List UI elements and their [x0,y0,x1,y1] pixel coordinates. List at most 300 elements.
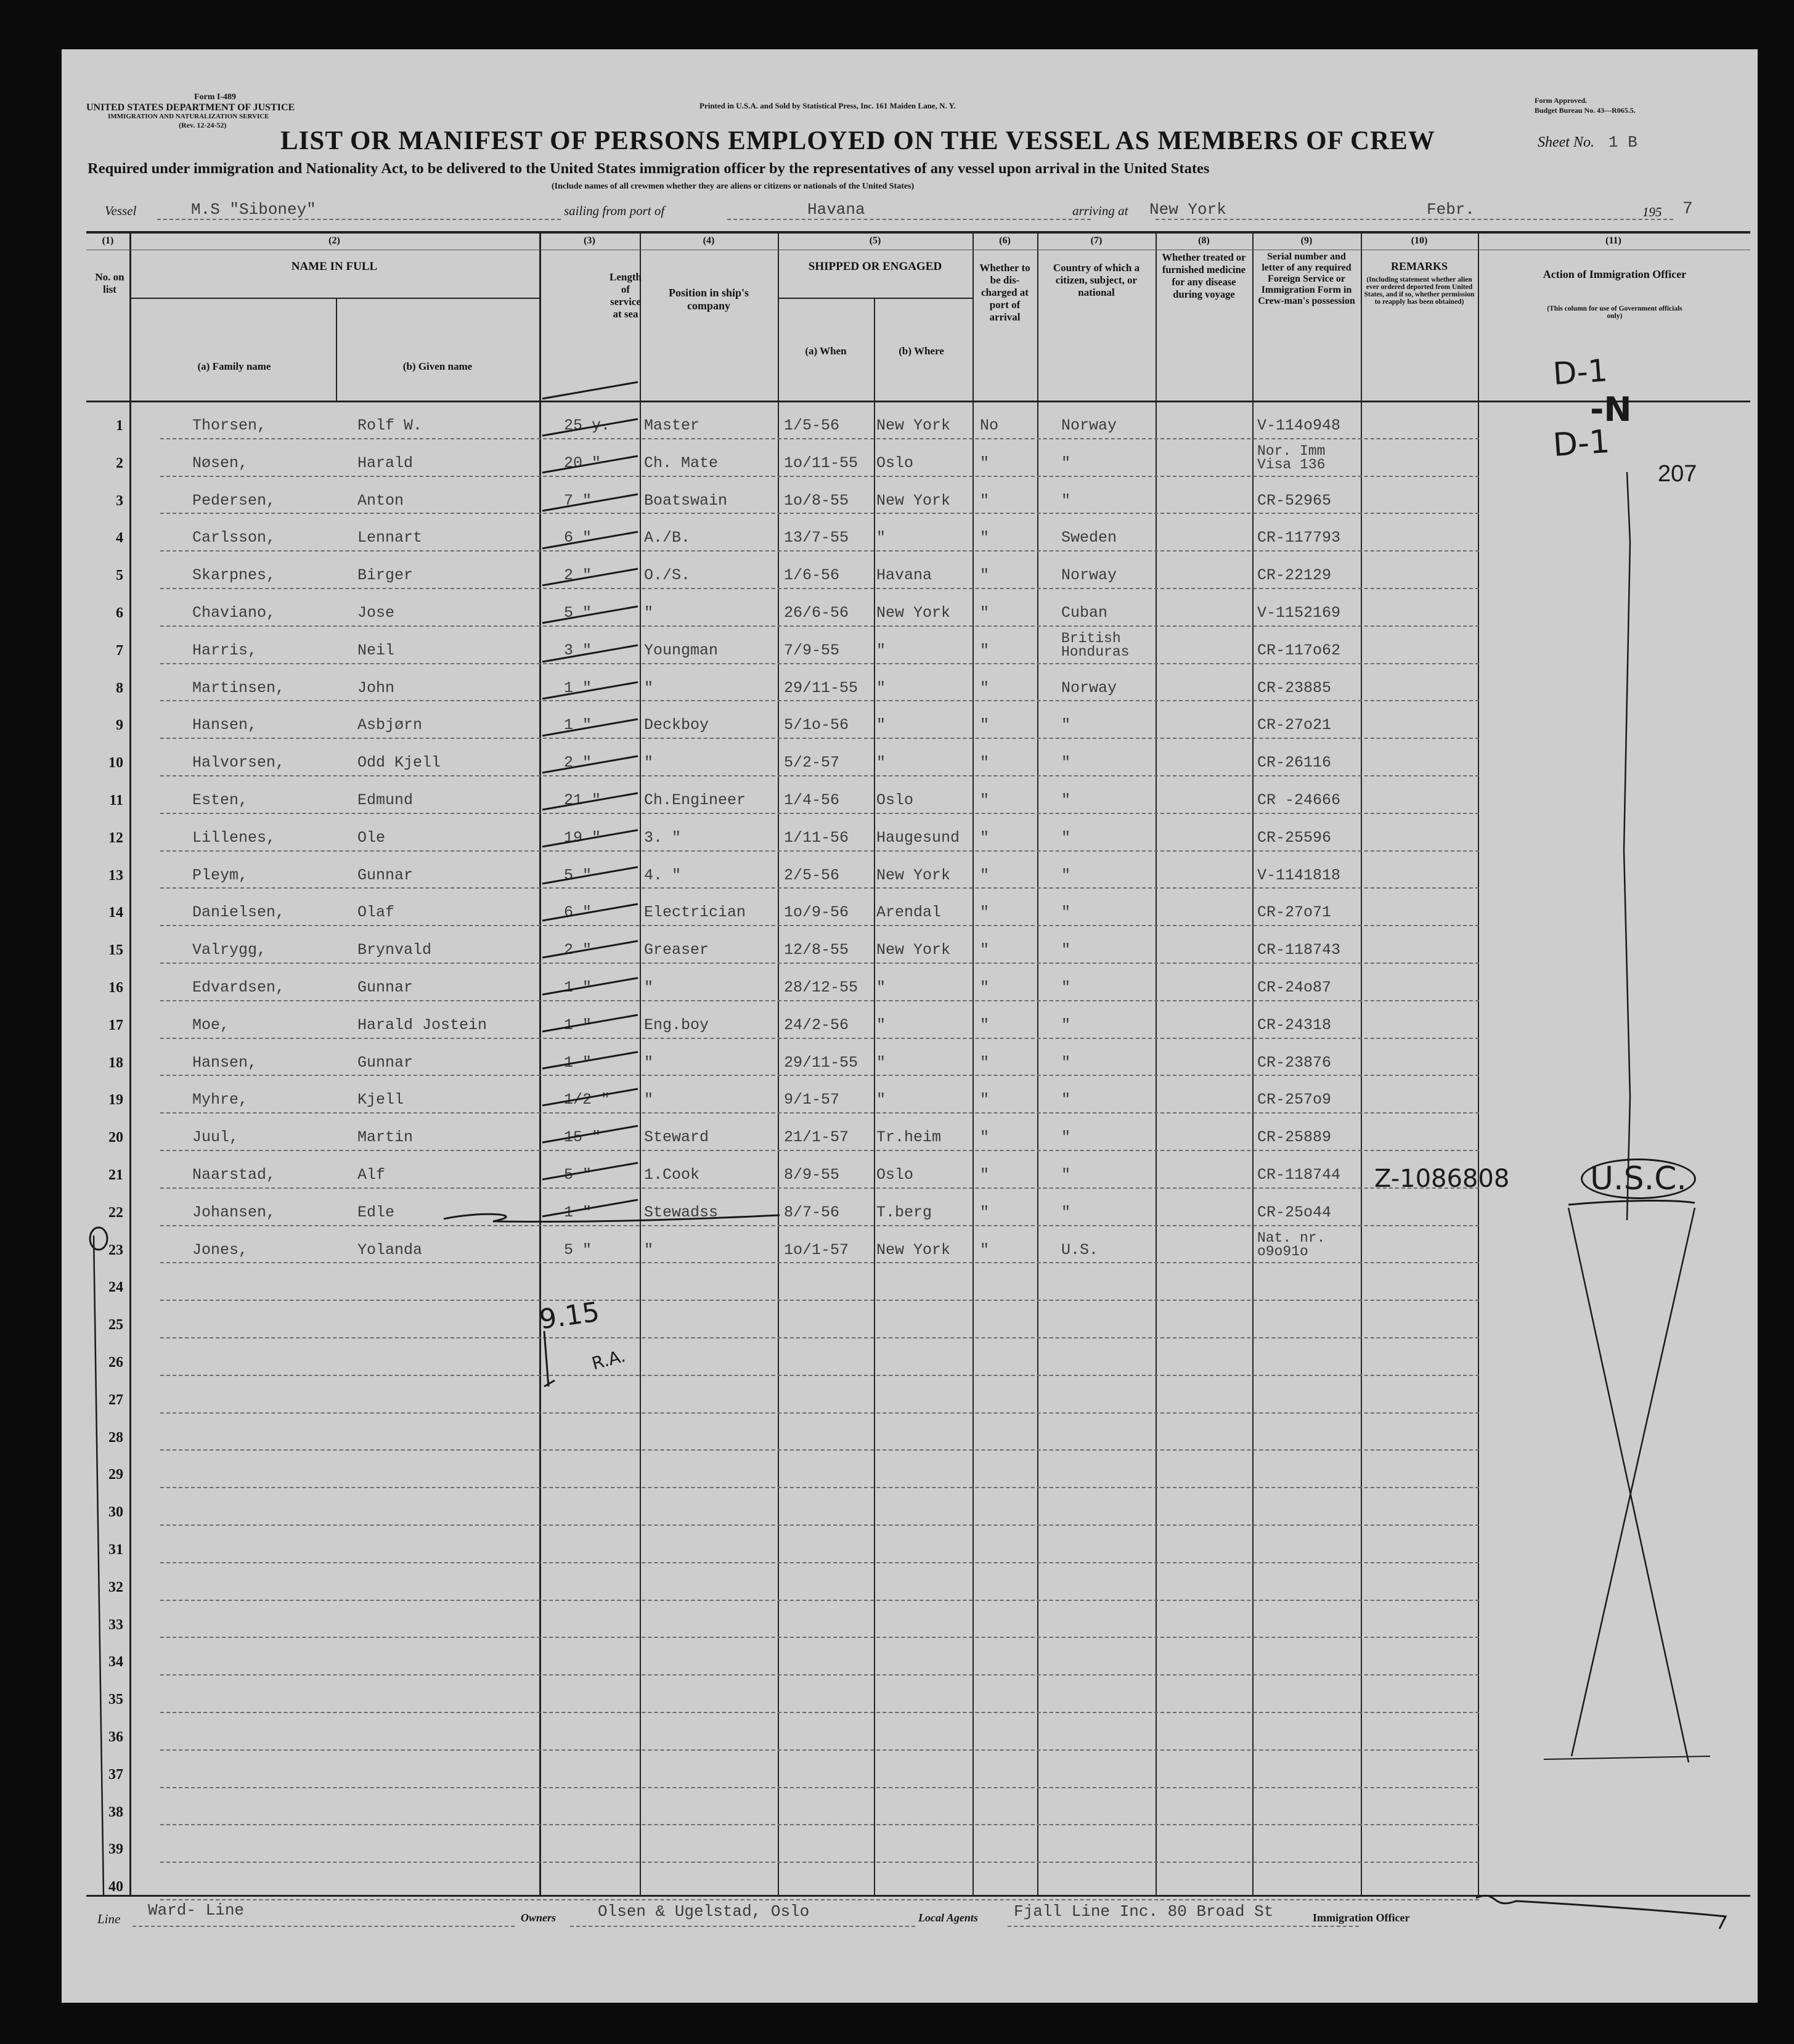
given-name: Jose [357,604,395,622]
row-number: 5 [116,568,123,584]
position: " [644,979,654,996]
service-length: 5 " [564,1166,592,1184]
col6-number: (6) [999,235,1011,246]
shipped-where: New York [876,491,951,510]
sailing-label: sailing from port of [564,203,665,218]
position: " [644,604,654,622]
shipped-where: New York [876,604,951,622]
family-name: Valrygg, [192,941,267,959]
serial-number: CR-118743 [1257,941,1341,959]
country: " [1061,491,1071,510]
shipped-where: Oslo [876,791,914,809]
country: " [1061,1091,1071,1109]
discharge: " [980,1128,990,1147]
shipped-when: 1o/9-56 [784,903,849,922]
family-name: Skarpnes, [192,566,276,585]
country: " [1061,454,1071,472]
shipped-when: 21/1-57 [784,1128,849,1147]
discharge: " [980,1016,990,1034]
position: " [644,754,654,772]
family-name: Thorsen, [192,417,267,434]
serial-number: CR-26116 [1257,754,1332,772]
row-number: 24 [108,1279,123,1296]
position: Boatswain [644,491,728,510]
serial-number: CR-257o9 [1257,1091,1332,1109]
row-number: 27 [108,1391,123,1408]
row-number: 13 [108,867,123,884]
given-name: Birger [357,566,414,585]
row-number: 33 [108,1616,123,1633]
discharge: " [980,903,990,922]
year-digit: 7 [1682,200,1693,219]
row-number: 11 [109,792,123,808]
row-number: 37 [108,1766,123,1783]
row-number: 38 [108,1804,123,1820]
shipped-when: 12/8-55 [784,941,849,959]
given-name: Brynvald [357,941,432,959]
serial-number: CR-25889 [1257,1128,1332,1147]
discharge: " [980,754,990,772]
remarks-row-23: Z-1086808 [1374,1165,1510,1193]
row-number: 10 [108,755,123,772]
vessel-label: Vessel [105,203,137,218]
serial-number: Nor. Imm Visa 136 [1257,442,1326,473]
shipped-where: New York [876,417,951,434]
position: Eng.boy [644,1016,709,1034]
col10-number: (10) [1411,235,1428,246]
col5a-header: (a) When [805,345,847,357]
inclusion-note: (Include names of all crewmen whether they are aliens or citizens or nationals of the United States) [552,182,915,191]
country: " [1061,979,1071,996]
discharge: " [980,979,990,996]
handwriting-marks [62,49,1758,2003]
row-number: 8 [116,680,123,696]
shipped-when: 1/5-56 [784,417,840,434]
position: 3. " [644,828,682,847]
discharge: " [980,866,990,884]
given-name: Kjell [357,1091,404,1109]
col1-number: (1) [102,235,114,246]
serial-number: CR-25596 [1257,828,1332,847]
country: " [1061,1016,1071,1034]
family-name: Nøsen, [192,454,248,472]
service-length: 1/2 " [564,1091,611,1109]
shipped-when: 8/9-55 [784,1166,840,1184]
country: Norway [1061,417,1117,434]
shipped-when: 1/11-56 [784,828,849,847]
country: " [1061,866,1071,884]
service-length: 6 " [564,529,592,547]
row-number: 30 [108,1504,123,1521]
row-number: 19 [108,1092,123,1109]
shipped-when: 28/12-55 [784,979,858,996]
shipped-when: 13/7-55 [784,529,849,547]
sheet-label: Sheet No. [1538,134,1594,150]
shipped-when: 26/6-56 [784,604,849,622]
row-number: 32 [108,1579,123,1595]
shipped-where: " [876,529,886,547]
family-name: Moe, [192,1016,230,1034]
country: " [1061,754,1071,772]
usc-mark: U.S.C. [1581,1158,1696,1199]
col2-header: NAME IN FULL [291,260,378,273]
row-number: 26 [108,1354,123,1370]
family-name: Edvardsen, [192,979,285,996]
row-number: 21 [108,1167,123,1183]
given-name: Olaf [357,903,395,922]
shipped-where: " [876,754,886,772]
row-number: 17 [108,1017,123,1033]
shipped-where: Haugesund [876,828,960,847]
shipped-when: 29/11-55 [784,678,858,697]
col5-number: (5) [869,235,881,246]
service-length: 1 " [564,1203,592,1221]
serial-number: CR-52965 [1257,491,1332,510]
arriving-label: arriving at [1072,203,1128,218]
vessel-name: M.S "Siboney" [191,200,316,219]
discharge: " [980,678,990,697]
shipped-where: " [876,641,886,659]
shipped-when: 1o/11-55 [784,454,858,472]
service-name: IMMIGRATION AND NATURALIZATION SERVICE [108,113,269,120]
given-name: John [357,678,395,697]
position: Youngman [644,641,719,659]
arrival-port: New York [1149,200,1226,219]
discharge: " [980,454,990,472]
row-number: 40 [108,1879,123,1895]
serial-number: CR-22129 [1257,566,1332,585]
line-value: Ward- Line [148,1901,245,1920]
discharge: " [980,1053,990,1072]
country: Norway [1061,566,1117,585]
shipped-where: " [876,678,886,697]
col2-number: (2) [328,235,340,246]
shipped-where: New York [876,866,951,884]
given-name: Ole [357,828,386,847]
shipped-where: " [876,1091,886,1109]
position: " [644,678,654,697]
row-number: 23 [108,1242,123,1258]
position: Ch. Mate [644,454,719,472]
shipped-when: 24/2-56 [784,1016,849,1034]
country: " [1061,941,1071,959]
service-length: 6 " [564,903,592,922]
country: " [1061,1053,1071,1072]
form-approved: Form Approved. [1535,96,1588,105]
country: " [1061,716,1071,735]
family-name: Juul, [192,1128,239,1147]
row-number: 4 [116,530,123,547]
service-length: 3 " [564,641,592,659]
service-length: 19 " [564,828,601,847]
owners-value: Olsen & Ugelstad, Oslo [598,1902,810,1921]
family-name: Halvorsen, [192,754,285,772]
country: British Honduras [1061,630,1130,660]
discharge: " [980,716,990,735]
shipped-where: Havana [876,566,932,585]
given-name: Rolf W. [357,417,423,434]
row-number: 35 [108,1692,123,1708]
discharge: " [980,1091,990,1109]
country: " [1061,903,1071,922]
serial-number: Nat. nr. o9o91o [1257,1229,1326,1260]
col11-number: (11) [1605,235,1621,246]
col5-header: SHIPPED OR ENGAGED [808,260,942,273]
discharge: " [980,491,990,510]
col11-subheader: (This column for use of Government officials only) [1547,305,1682,320]
row-number: 18 [108,1054,123,1071]
manifest-sheet [62,49,1758,2003]
service-length: 2 " [564,754,592,772]
given-name: Yolanda [357,1240,423,1259]
given-name: Asbjørn [357,716,423,735]
serial-number: CR-24318 [1257,1016,1332,1034]
service-length: 20 " [564,454,601,472]
row-number: 1 [116,418,123,434]
printer-note: Printed in U.S.A. and Sold by Statistical Press, Inc. 161 Maiden Lane, N. Y. [699,101,956,110]
row-number: 14 [108,905,123,921]
country: Norway [1061,678,1117,697]
shipped-when: 1/6-56 [784,566,840,585]
row-number: 12 [108,829,123,846]
col7-number: (7) [1090,235,1103,246]
shipped-where: Tr.heim [876,1128,942,1147]
col3-header: Length of service at sea [610,271,642,320]
given-name: Edle [357,1203,395,1221]
action-mark-2: -N [1590,390,1632,429]
action-mark-3: D-1 [1552,423,1611,465]
crew-count: 207 [1658,461,1697,487]
shipped-where: " [876,1053,886,1072]
col4-header: Position in ship's company [668,287,749,312]
service-length: 15 " [564,1128,601,1147]
position: O./S. [644,566,691,585]
col4-number: (4) [703,235,715,246]
row-number: 20 [108,1130,123,1146]
given-name: Edmund [357,791,414,809]
position: Master [644,417,700,434]
discharge: " [980,941,990,959]
col1-header: No. on list [95,271,124,295]
row-number: 25 [108,1317,123,1333]
col11-header: Action of Immigration Officer [1543,268,1687,280]
col2a-header: (a) Family name [197,360,271,372]
line-label: Line [97,1912,121,1926]
discharge: " [980,1240,990,1259]
shipped-when: 2/5-56 [784,866,840,884]
service-length: 1 " [564,1016,592,1034]
family-name: Myhre, [192,1091,248,1109]
row-number: 39 [108,1841,123,1858]
serial-number: CR-27o71 [1257,903,1332,922]
col8-number: (8) [1198,235,1210,246]
col3-number: (3) [584,235,595,246]
service-length: 21 " [564,791,601,809]
family-name: Martinsen, [192,678,285,697]
arrival-date: Febr. [1427,200,1475,219]
country: " [1061,1128,1071,1147]
row-number: 9 [116,717,123,734]
shipped-when: 1/4-56 [784,791,840,809]
family-name: Pedersen, [192,491,276,510]
shipped-when: 5/1o-56 [784,716,849,735]
total-mark: 9.15 [537,1296,602,1336]
owners-label: Owners [521,1912,557,1924]
discharge: " [980,566,990,585]
given-name: Gunnar [357,979,414,996]
family-name: Hansen, [192,716,258,735]
family-name: Danielsen, [192,903,285,922]
country: Sweden [1061,529,1117,547]
shipped-where: " [876,1016,886,1034]
position: Steward [644,1128,709,1147]
col8-header: Whether treated or furnished medicine for any disease during voyage [1162,251,1246,300]
service-length: 1 " [564,979,592,996]
position: 1.Cook [644,1166,700,1184]
service-length: 1 " [564,1053,592,1072]
family-name: Carlsson, [192,529,276,547]
discharge: " [980,1203,990,1221]
service-length: 5 " [564,866,592,884]
family-name: Hansen, [192,1053,258,1072]
row-number: 3 [116,492,123,509]
service-length: 1 " [564,716,592,735]
position: Deckboy [644,716,709,735]
row-number: 16 [108,980,123,996]
initials-mark: R.A. [589,1345,628,1374]
row-number: 28 [108,1429,123,1446]
country: " [1061,1203,1071,1221]
col6-header: Whether to be dis-charged at port of arrival [979,262,1030,323]
shipped-when: 9/1-57 [784,1091,840,1109]
serial-number: CR-117o62 [1257,641,1341,659]
serial-number: V-1141818 [1257,866,1341,884]
shipped-when: 5/2-57 [784,754,840,772]
col9-header: Serial number and letter of any required Foreign Service or Immigration Form in Crew-man's possession [1258,251,1355,306]
country: U.S. [1061,1240,1099,1259]
service-length: 5 " [564,1240,592,1259]
discharge: " [980,529,990,547]
serial-number: V-114o948 [1257,417,1341,434]
country: " [1061,791,1071,809]
family-name: Harris, [192,641,258,659]
shipped-where: New York [876,1240,951,1259]
serial-number: CR-118744 [1257,1166,1341,1184]
shipped-where: " [876,979,886,996]
given-name: Lennart [357,529,423,547]
country: " [1061,828,1071,847]
shipped-when: 7/9-55 [784,641,840,659]
position: Stewadss [644,1203,719,1221]
serial-number: CR-25o44 [1257,1203,1332,1221]
year-label: 195 [1642,205,1662,219]
shipped-where: Arendal [876,903,942,922]
family-name: Esten, [192,791,248,809]
family-name: Johansen, [192,1203,276,1221]
given-name: Anton [357,491,404,510]
action-mark-1: D-1 [1552,352,1609,393]
given-name: Alf [357,1166,386,1184]
service-length: 7 " [564,491,592,510]
row-number: 22 [108,1204,123,1221]
country: " [1061,1166,1071,1184]
shipped-when: 1o/8-55 [784,491,849,510]
serial-number: CR-117793 [1257,529,1341,547]
row-number: 15 [108,942,123,959]
shipped-when: 1o/1-57 [784,1240,849,1259]
given-name: Martin [357,1128,414,1147]
serial-number: V-1152169 [1257,604,1341,622]
position: A./B. [644,529,691,547]
col9-number: (9) [1300,235,1313,246]
shipped-where: Oslo [876,454,914,472]
shipped-where: New York [876,941,951,959]
shipped-where: " [876,716,886,735]
serial-number: CR-24o87 [1257,979,1332,996]
port-of-departure: Havana [807,200,865,219]
discharge: " [980,1166,990,1184]
family-name: Lillenes, [192,828,276,847]
position: " [644,1053,654,1072]
discharge: " [980,604,990,622]
shipped-where: Oslo [876,1166,914,1184]
family-name: Naarstad, [192,1166,276,1184]
position: Electrician [644,903,746,922]
discharge: " [980,641,990,659]
family-name: Chaviano, [192,604,276,622]
given-name: Gunnar [357,866,414,884]
serial-number: CR-23876 [1257,1053,1332,1072]
row-number: 36 [108,1729,123,1745]
form-number: Form I-489 [194,92,237,102]
service-length: 2 " [564,566,592,585]
department-name: UNITED STATES DEPARTMENT OF JUSTICE [86,102,295,113]
service-length: 5 " [564,604,592,622]
row-number: 34 [108,1654,123,1671]
shipped-where: T.berg [876,1203,932,1221]
discharge: No [980,417,999,434]
family-name: Jones, [192,1240,248,1259]
col10-header: REMARKS [1390,260,1448,272]
service-length: 25 y. [564,417,611,434]
serial-number: CR -24666 [1257,791,1341,809]
immigration-officer-label: Immigration Officer [1313,1912,1410,1924]
row-number: 2 [116,455,123,471]
row-number: 6 [116,605,123,621]
sheet-number: 1 B [1608,133,1637,152]
agents-value: Fjall Line Inc. 80 Broad St [1014,1902,1274,1921]
given-name: Harald [357,454,414,472]
budget-bureau: Budget Bureau No. 43—R065.5. [1535,106,1636,115]
agents-label: Local Agents [918,1912,978,1924]
col7-header: Country of which a citizen, subject, or national [1053,262,1140,298]
position: " [644,1091,654,1109]
subtitle: Required under immigration and Nationality Act, to be delivered to the United States immigration officer by the representatives of any vessel upon arrival in the United States [88,160,1210,177]
given-name: Gunnar [357,1053,414,1072]
position: 4. " [644,866,682,884]
given-name: Odd Kjell [357,754,441,772]
col2b-header: (b) Given name [402,360,473,372]
row-number: 29 [108,1467,123,1483]
shipped-when: 8/7-56 [784,1203,840,1221]
service-length: 1 " [564,678,592,697]
given-name: Neil [357,641,395,659]
discharge: " [980,791,990,809]
service-length: 2 " [564,941,592,959]
shipped-when: 29/11-55 [784,1053,858,1072]
row-number: 31 [108,1542,123,1558]
col5b-header: (b) Where [899,345,944,357]
